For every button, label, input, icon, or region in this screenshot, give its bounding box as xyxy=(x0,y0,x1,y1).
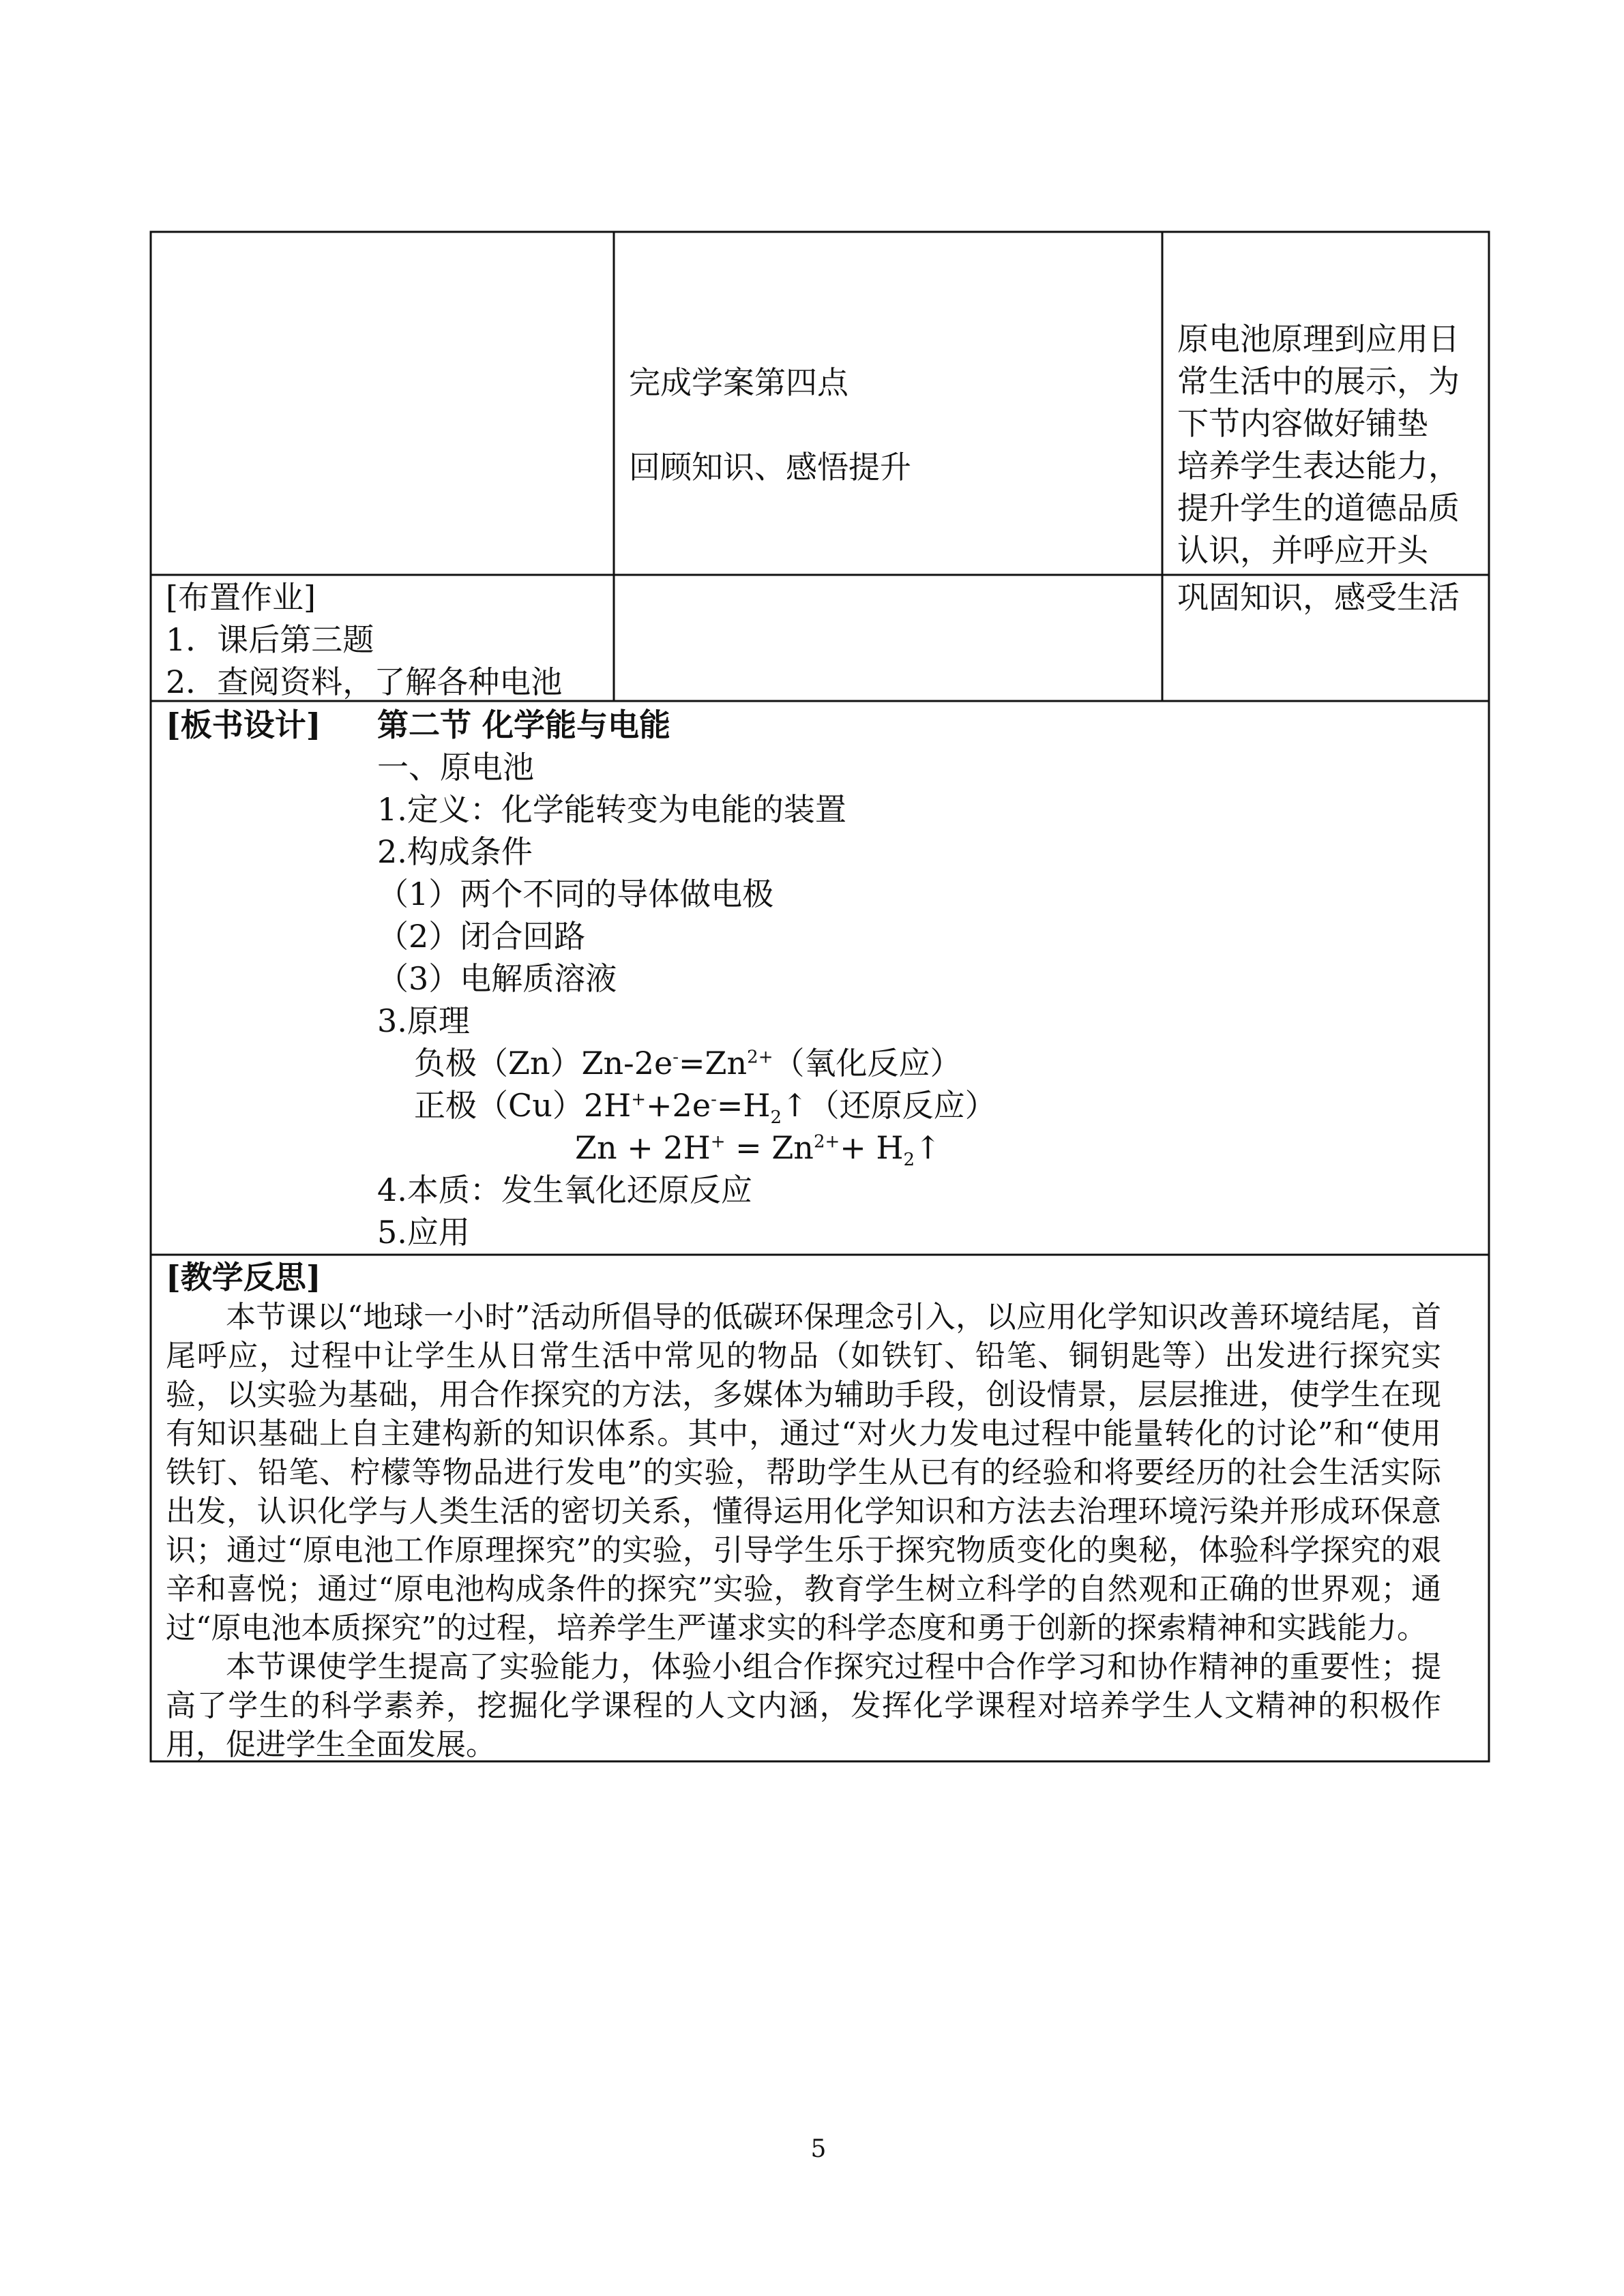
row1-right-line: 下节内容做好铺垫 xyxy=(1177,405,1428,442)
board-line: 一、原电池 xyxy=(377,749,534,786)
page-number: 5 xyxy=(810,2135,827,2163)
homework-right-cell xyxy=(1177,576,1481,618)
board-line: （1）两个不同的导体做电极 xyxy=(377,876,774,912)
board-line: 3.原理 xyxy=(377,1002,470,1039)
homework-item: 2．查阅资料，了解各种电池 xyxy=(166,664,563,700)
negative-electrode-equation: 负极$(Zn)Zn-2e^-=Zn^{2+}$（氧化反应） xyxy=(414,1045,962,1082)
board-title: 第二节 化学能与电能 xyxy=(377,706,671,743)
row1-middle-line: 回顾知识、感悟提升 xyxy=(629,449,911,486)
board-line: 4.本质：发生氧化还原反应 xyxy=(377,1172,752,1208)
row1-right-line: 提升学生的道德品质 xyxy=(1177,490,1460,526)
board-content xyxy=(377,704,1468,1253)
positive-electrode-equation: 正极$(Cu)2H^++2e^-=H_2↑$（还原反应） xyxy=(414,1087,996,1129)
homework-right-text: 巩固知识，感受生活 xyxy=(1177,579,1460,616)
board-line: 1.定义：化学能转变为电能的装置 xyxy=(377,791,846,828)
row1-right-line: 常生活中的展示，为 xyxy=(1177,363,1460,400)
homework-heading: [布置作业] xyxy=(166,579,316,616)
row1-middle-cell xyxy=(629,361,1154,488)
total-reaction-equation: $Zn + 2H^+ = Zn^{2+}+$ $H_2↑$ xyxy=(575,1129,941,1171)
board-line: （3）电解质溶液 xyxy=(377,960,617,997)
board-heading-cell xyxy=(166,704,321,746)
reflection-paragraph: 本节课使学生提高了实验能力，体验小组合作探究过程中合作学习和协作精神的重要性；提高了学生的科学素养，挖掘化学课程的人文内涵，发挥化学课程对培养学生人文精神的积极作用，促进学生全面发展。 xyxy=(166,1650,1441,1762)
board-line: 2.构成条件 xyxy=(377,833,533,870)
board-line: 5.应用 xyxy=(377,1214,470,1251)
reflection-heading: [教学反思] xyxy=(166,1259,321,1296)
reflection-cell xyxy=(166,1257,1441,1764)
homework-item: 1．课后第三题 xyxy=(166,621,374,658)
row1-right-cell xyxy=(1177,318,1481,571)
board-heading: [板书设计] xyxy=(166,706,321,743)
row1-right-line: 培养学生表达能力， xyxy=(1177,447,1460,484)
homework-cell xyxy=(166,576,609,703)
row1-right-line: 认识，并呼应开头 xyxy=(1177,532,1428,569)
board-line: （2）闭合回路 xyxy=(377,918,586,955)
row1-middle-line: 完成学案第四点 xyxy=(629,364,848,401)
row1-right-line: 原电池原理到应用日 xyxy=(1177,320,1460,357)
reflection-paragraph: 本节课以“地球一小时”活动所倡导的低碳环保理念引入，以应用化学知识改善环境结尾，首尾呼应，过程中让学生从日常生活中常见的物品（如铁钉、铅笔、铜钥匙等）出发进行探究实验，以实验为基础，用合作探究的方法，多媒体为辅助手段，创设情景，层层推进，使学生在现有知识基础上自主建构新的知识体系。其中，通过“对火力发电过程中能量转化的讨论”和“使用铁钉、铅笔、柠檬等物品进行发电”的实验，帮助学生从已有的经验和将要经历的社会生活实际出发，认识化学与人类生活的密切关系，懂得运用化学知识和方法去治理环境污染并形成环保意识；通过“原电池工作原理探究”的实验，引导学生乐于探究物质变化的奥秘，体验科学探究的艰辛和喜悦；通过“原电池构成条件的探究”实验，教育学生树立科学的自然观和正确的世界观；通过“原电池本质探究”的过程，培养学生严谨求实的科学态度和勇于创新的探索精神和实践能力。 xyxy=(166,1300,1441,1645)
